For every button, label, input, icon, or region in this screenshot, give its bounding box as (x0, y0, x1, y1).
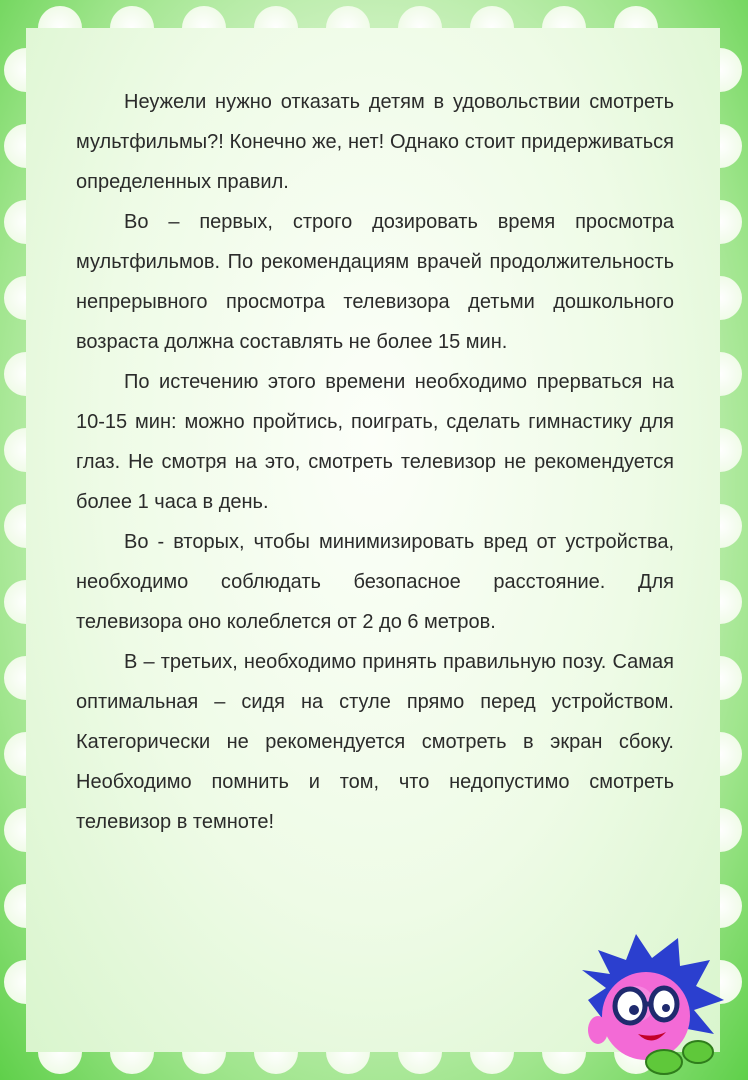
hedgehog-shoe-left (646, 1050, 682, 1074)
paragraph-third-rule: В – третьих, необходимо принять правильную позу. Самая оптимальная – сидя на стуле прямо перед устройством. Категорически не рекомендуется смотреть в экран сбоку. Необходимо помнить и том, что недопустимо смотреть телевизор в темноте! (76, 651, 674, 833)
paragraph-second-rule: Во - вторых, чтобы минимизировать вред от устройства, необходимо соблюдать безопасное расстояние. Для телевизора оно колеблется от 2 до 6 метров. (76, 531, 674, 633)
paragraph-intro: Неужели нужно отказать детям в удовольствии смотреть мультфильмы?! Конечно же, нет! Однако стоит придерживаться определенных правил. (76, 91, 674, 193)
article-text (76, 82, 674, 842)
paragraph-break-advice: По истечению этого времени необходимо прерваться на 10-15 мин: можно пройтись, поиграть, сделать гимнастику для глаз. Не смотря на это, смотреть телевизор не рекомендуется более 1 часа в день. (76, 371, 674, 513)
hedgehog-shoe-right (683, 1041, 713, 1063)
hedgehog-character-illustration (578, 930, 728, 1075)
paragraph-first-rule: Во – первых, строго дозировать время просмотра мультфильмов. По рекомендациям врачей продолжительность непрерывного просмотра телевизора детьми дошкольного возраста должна составлять не более 15 мин. (76, 211, 674, 353)
